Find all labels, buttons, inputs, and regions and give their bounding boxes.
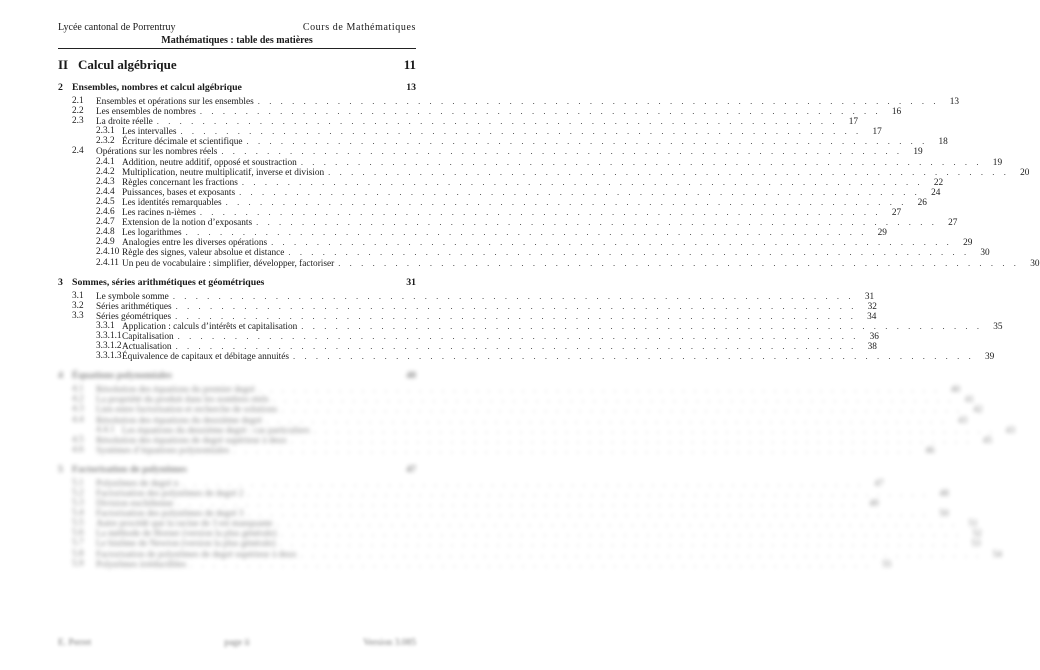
entry-title: Le symbole somme [96,291,169,302]
entry-page: 46 [925,445,935,456]
entry-number: 3.2 [72,300,84,311]
entry-page: 24 [931,187,941,198]
entry-page: 48 [939,489,949,499]
leader-dots: . . . . . . . . . . . . . . . . . . . . . . . . . . . . . . . . . . . . . . . . . . . . . . . . . . . . . . . . . . . . [266,414,948,425]
entry-title: Équivalence de capitaux et débitage annuités [122,352,290,363]
entry-title: Extension de la notion d’exposants [122,218,253,229]
footer-author: E. Perret [58,638,92,648]
entry-title: La propriété du produit dans les nombres réels [96,395,269,406]
entry-number: 5.9 [72,558,84,569]
entry-page: 18 [938,137,948,148]
entry-page: 19 [992,157,1003,168]
entry-number: 2.3 [72,116,84,127]
entry-title: Résolution des équations de degré supérieur à deux [96,435,287,446]
school-name: Lycée cantonal de Porrentruy [58,22,176,33]
toc-entry[interactable] [58,237,973,249]
toc-entry[interactable] [58,310,877,322]
entry-page: 50 [939,509,949,520]
chapter-title: Factorisation de polynômes [72,463,187,475]
entry-title: Autre procédé que la racine de 3 est manquante [96,519,273,530]
entry-number: 2.4.1 [96,156,115,167]
entry-number: 2.4.5 [96,196,115,207]
entry-title: Les intervalles [122,127,177,138]
entry-page: 45 [982,435,993,446]
leader-dots: . . . . . . . . . . . . . . . . . . . . . . . . . . . . . . . . . . . . . . . . . . . . . . . . . . . . . . . . . . . . [338,257,1020,268]
entry-page: 26 [917,197,927,208]
toc-entry[interactable] [58,414,968,426]
leader-dots: . . . . . . . . . . . . . . . . . . . . . . . . . . . . . . . . . . . . . . . . . . . . . . . . . . . . . . . . . . . . [199,207,882,218]
page-header [58,22,416,34]
entry-number: 5.2 [72,488,84,498]
entry-number: 5.4 [72,508,84,519]
entry-page: 16 [891,107,902,118]
leader-dots: . . . . . . . . . . . . . . . . . . . . . . . . . . . . . . . . . . . . . . . . . . . . . . . . . . . . . . . . . . . . [156,116,839,127]
entry-number: 2.4.10 [96,247,120,258]
entry-number: 4.4.1 [96,424,115,435]
entry-number: 5.3 [72,498,84,509]
leader-dots: . . . . . . . . . . . . . . . . . . . . . . . . . . . . . . . . . . . . . . . . . . . . . . . . . . . . . . . . . . . . [247,488,929,498]
entry-title: Puissances, bases et exposants [122,187,236,198]
entry-title: Division euclidienne [96,499,174,510]
toc-section-2 [58,82,1040,269]
leader-dots: . . . . . . . . . . . . . . . . . . . . . . . . . . . . . . . . . . . . . . . . . . . . . . . . . . . . . . . . . . . . [256,217,938,228]
leader-dots: . . . . . . . . . . . . . . . . . . . . . . . . . . . . . . . . . . . . . . . . . . . . . . . . . . . . . . . . . . . . [293,351,975,362]
part-heading[interactable] [58,57,416,73]
footer-page: page ii [224,638,250,648]
leader-dots: . . . . . . . . . . . . . . . . . . . . . . . . . . . . . . . . . . . . . . . . . . . . . . . . . . . . . . . . . . . . [175,310,857,321]
leader-dots: . . . . . . . . . . . . . . . . . . . . . . . . . . . . . . . . . . . . . . . . . . . . . . . . . . . . . . . . . . . . [313,424,995,435]
leader-dots: . . . . . . . . . . . . . . . . . . . . . . . . . . . . . . . . . . . . . . . . . . . . . . . . . . . . . . . . . . . . [175,341,857,352]
toc-entry[interactable] [58,290,875,302]
entry-page: 29 [963,238,973,249]
toc-entry[interactable] [58,186,941,198]
leader-dots: . . . . . . . . . . . . . . . . . . . . . . . . . . . . . . . . . . . . . . . . . . . . . . . . . . . . . . . . . . . . [247,508,929,519]
table-of-contents [58,82,1040,570]
entry-title: Écriture décimale et scientifique [122,137,243,148]
entry-title: Polynômes irréductibles [96,559,187,570]
entry-page: 52 [972,529,982,540]
entry-page: 47 [874,478,884,489]
entry-title: Résolution des équations du deuxième degré [96,415,263,426]
entry-number: 2.4.11 [96,257,119,268]
toc-entry[interactable] [58,341,877,353]
leader-dots: . . . . . . . . . . . . . . . . . . . . . . . . . . . . . . . . . . . . . . . . . . . . . . . . . . . . . . . . . . . . [290,434,973,445]
toc-entry[interactable] [58,116,859,128]
header-rule [58,48,416,49]
entry-page: 54 [992,549,1002,560]
entry-page: 30 [980,248,990,259]
toc-entry[interactable] [58,136,948,148]
entry-title: Analogies entre les diverses opérations [122,238,268,249]
toc-section-3 [58,268,1003,363]
entry-number: 3.3 [72,310,84,321]
entry-number: 2.4.6 [96,207,115,218]
leader-dots: . . . . . . . . . . . . . . . . . . . . . . . . . . . . . . . . . . . . . . . . . . . . . . . . . . . . . . . . . . . . [241,176,924,187]
toc-entry[interactable] [58,498,879,510]
header-subtitle: Mathématiques : table des matières [161,35,313,46]
entry-line [96,558,892,570]
entry-number: 5.1 [72,477,84,488]
entry-title: Actualisation [122,342,172,353]
entry-title: Résolution des équations du premier degré [96,385,255,396]
entry-title: Application : calculs d’intérêts et capitalisation [122,321,298,332]
entry-title: Polynômes de degré n [96,478,179,489]
toc-entry[interactable] [58,176,944,188]
entry-number: 5.6 [72,528,84,539]
leader-dots: . . . . . . . . . . . . . . . . . . . . . . . . . . . . . . . . . . . . . . . . . . . . . . . . . . . . . . . . . . . . [301,320,983,331]
entry-number: 4.1 [72,384,84,395]
entry-number: 4.5 [72,434,84,445]
entry-page: 35 [993,321,1003,332]
entry-number: 4.2 [72,394,84,405]
entry-number: 2.4.4 [96,186,115,197]
entry-title: Addition, neutre additif, opposé et soustraction [122,157,297,168]
entry-page: 29 [877,228,887,239]
entry-page: 31 [864,291,875,302]
toc-entry[interactable] [58,548,1002,560]
entry-page: 53 [971,539,981,550]
leader-dots: . . . . . . . . . . . . . . . . . . . . . . . . . . . . . . . . . . . . . . . . . . . . . . . . . . . . . . . . . . . . [190,558,872,569]
chapter-number: 4 [58,370,63,382]
entry-number: 3.3.1.1 [96,330,122,341]
entry-page: 17 [872,127,882,138]
entry-title: Factorisation de polynômes de degré supérieur à deux [96,549,297,560]
toc-entry[interactable] [58,558,892,570]
entry-title: Opérations sur les nombres réels [96,147,218,158]
leader-dots: . . . . . . . . . . . . . . . . . . . . . . . . . . . . . . . . . . . . . . . . . . . . . . . . . . . . . . . . . . . . [221,146,903,157]
toc-entry[interactable] [58,257,1040,269]
leader-dots: . . . . . . . . . . . . . . . . . . . . . . . . . . . . . . . . . . . . . . . . . . . . . . . . . . . . . . . . . . . . [279,538,961,549]
entry-page: 55 [882,559,892,570]
toc-entry[interactable] [58,106,902,118]
toc-entry[interactable] [58,207,902,219]
entry-page: 30 [1030,258,1040,269]
toc-entry[interactable] [58,126,882,138]
entry-title: Les racines n-ièmes [122,208,196,219]
toc-entry[interactable] [58,434,993,446]
entry-number: 2.3.1 [96,126,115,137]
entry-number: 3.3.1.3 [96,351,122,362]
entry-page: 27 [891,208,902,219]
entry-title: Règles concernant les fractions [122,177,238,188]
entry-page: 36 [869,331,879,342]
leader-dots: . . . . . . . . . . . . . . . . . . . . . . . . . . . . . . . . . . . . . . . . . . . . . . . . . . . . . . . . . . . . [272,394,954,405]
toc-entry[interactable] [58,227,887,239]
chapter-number: 5 [58,463,63,475]
toc-entry[interactable] [58,247,990,259]
entry-number: 2.4.3 [96,176,115,187]
entry-page: 20 [1020,167,1030,178]
toc-entry[interactable] [58,330,879,342]
entry-page: 34 [867,311,877,322]
part-page: 11 [403,57,416,72]
toc-entry[interactable] [58,538,981,550]
entry-page: 43 [958,415,968,426]
toc-section-5 [58,455,1002,570]
footer-version: Version 3.085 [363,638,416,648]
entry-title: La méthode de Horner (version la plus générale) [96,529,277,540]
entry-page: 43 [1005,425,1015,436]
leader-dots: . . . . . . . . . . . . . . . . . . . . . . . . . . . . . . . . . . . . . . . . . . . . . . . . . . . . . . . . . . . . [177,498,859,509]
leader-dots: . . . . . . . . . . . . . . . . . . . . . . . . . . . . . . . . . . . . . . . . . . . . . . . . . . . . . . . . . . . . [257,96,940,106]
leader-dots: . . . . . . . . . . . . . . . . . . . . . . . . . . . . . . . . . . . . . . . . . . . . . . . . . . . . . . . . . . . . [239,186,921,197]
entry-title: Les identités remarquables [122,197,222,208]
entry-page: 40 [950,385,961,396]
entry-number: 5.5 [72,518,84,529]
toc-entry[interactable] [58,508,949,520]
toc-entry[interactable] [58,156,1003,168]
leader-dots: . . . . . . . . . . . . . . . . . . . . . . . . . . . . . . . . . . . . . . . . . . . . . . . . . . . . . . . . . . . . [271,237,953,248]
entry-title: Les équations du deuxième degré : cas particuliers [122,425,310,436]
toc-entry[interactable] [58,320,1003,332]
chapter-title: Sommes, séries arithmétiques et géométriques [72,276,265,288]
part-number: II [58,57,69,72]
entry-number: 2.3.2 [96,136,115,147]
leader-dots: . . . . . . . . . . . . . . . . . . . . . . . . . . . . . . . . . . . . . . . . . . . . . . . . . . . . . . . . . . . . [281,404,963,415]
entry-number: 2.2 [72,106,84,117]
entry-title: Systèmes d’équations polynomiales [96,445,230,456]
toc-chapter-heading[interactable] [58,464,416,476]
entry-page: 51 [968,519,978,530]
leader-dots: . . . . . . . . . . . . . . . . . . . . . . . . . . . . . . . . . . . . . . . . . . . . . . . . . . . . . . . . . . . . [300,548,982,559]
leader-dots: . . . . . . . . . . . . . . . . . . . . . . . . . . . . . . . . . . . . . . . . . . . . . . . . . . . . . . . . . . . . [288,247,970,258]
toc-entry[interactable] [58,96,960,107]
leader-dots: . . . . . . . . . . . . . . . . . . . . . . . . . . . . . . . . . . . . . . . . . . . . . . . . . . . . . . . . . . . . [276,518,958,529]
toc-entry[interactable] [58,488,949,499]
toc-section-4 [58,361,1015,456]
entry-number: 2.4 [72,146,84,157]
entry-title: Capitalisation [122,331,174,342]
leader-dots: . . . . . . . . . . . . . . . . . . . . . . . . . . . . . . . . . . . . . . . . . . . . . . . . . . . . . . . . . . . . [177,330,859,341]
chapter-number: 3 [58,276,63,288]
entry-number: 2.4.2 [96,166,115,177]
entry-page: 22 [933,177,944,188]
toc-entry[interactable] [58,424,1015,436]
entry-number: 3.1 [72,290,84,301]
entry-title: Séries géométriques [96,311,172,322]
toc-entry[interactable] [58,528,982,540]
entry-title: Factorisation des polynômes de degré 3 [96,509,244,520]
entry-number: 4.4 [72,414,84,425]
chapter-number: 2 [58,82,63,93]
toc-entry[interactable] [58,217,958,229]
page-footer [58,637,416,649]
toc-entry[interactable] [58,394,974,406]
entry-page: 17 [848,117,859,128]
entry-number: 3.3.1.2 [96,341,122,352]
entry-page: 27 [948,218,958,229]
entry-title: Règle des signes, valeur absolue et distance [122,248,285,259]
entry-number: 5.7 [72,538,84,549]
leader-dots: . . . . . . . . . . . . . . . . . . . . . . . . . . . . . . . . . . . . . . . . . . . . . . . . . . . . . . . . . . . . [175,300,857,311]
leader-dots: . . . . . . . . . . . . . . . . . . . . . . . . . . . . . . . . . . . . . . . . . . . . . . . . . . . . . . . . . . . . [328,166,1010,177]
section-gap [58,361,416,370]
entry-page: 13 [949,97,960,107]
chapter-page: 47 [406,463,416,475]
leader-dots: . . . . . . . . . . . . . . . . . . . . . . . . . . . . . . . . . . . . . . . . . . . . . . . . . . . . . . . . . . . . [199,106,882,117]
entry-page: 39 [985,352,995,363]
leader-dots: . . . . . . . . . . . . . . . . . . . . . . . . . . . . . . . . . . . . . . . . . . . . . . . . . . . . . . . . . . . . [300,156,983,167]
toc-entry[interactable] [58,300,877,312]
entry-title: Lien entre factorisation et recherche de solutions [96,405,278,416]
entry-title: Les ensembles de nombres [96,107,196,118]
entry-number: 2.1 [72,96,84,106]
leader-dots: . . . . . . . . . . . . . . . . . . . . . . . . . . . . . . . . . . . . . . . . . . . . . . . . . . . . . . . . . . . . [280,528,962,539]
entry-title: Multiplication, neutre multiplicatif, inverse et division [122,167,325,178]
entry-number: 3.3.1 [96,320,115,331]
leader-dots: . . . . . . . . . . . . . . . . . . . . . . . . . . . . . . . . . . . . . . . . . . . . . . . . . . . . . . . . . . . . [233,444,915,455]
leader-dots: . . . . . . . . . . . . . . . . . . . . . . . . . . . . . . . . . . . . . . . . . . . . . . . . . . . . . . . . . . . . [246,136,928,147]
entry-number: 4.6 [72,444,84,455]
entry-number: 2.4.7 [96,217,115,228]
section-gap [58,455,416,464]
toc-entry[interactable] [58,384,961,396]
part-title: Calcul algébrique [78,57,177,72]
entry-title: Ensembles et opérations sur les ensembles [96,97,254,107]
entry-number: 2.4.9 [96,237,115,248]
toc-entry[interactable] [58,351,995,363]
chapter-page: 13 [406,82,416,93]
toc-entry[interactable] [58,518,978,530]
toc-entry[interactable] [58,196,927,208]
leader-dots: . . . . . . . . . . . . . . . . . . . . . . . . . . . . . . . . . . . . . . . . . . . . . . . . . . . . . . . . . . . . [180,126,862,137]
entry-title: La droite réelle [96,117,153,128]
entry-number: 5.8 [72,548,84,559]
entry-title: Factorisation des polynômes de degré 2 [96,489,244,499]
section-gap [58,268,416,277]
leader-dots: . . . . . . . . . . . . . . . . . . . . . . . . . . . . . . . . . . . . . . . . . . . . . . . . . . . . . . . . . . . . [185,227,867,238]
entry-page: 41 [964,395,974,406]
toc-chapter-heading[interactable] [58,370,416,382]
entry-page: 49 [869,499,879,510]
chapter-page: 40 [406,370,416,382]
chapter-title: Ensembles, nombres et calcul algébrique [72,82,242,93]
toc-entry[interactable] [58,166,1030,178]
entry-title: Le binôme de Newton (version la plus générale) [96,539,276,550]
entry-number: 4.3 [72,404,84,415]
toc-entry[interactable] [58,146,923,158]
entry-page: 42 [973,405,983,416]
leader-dots: . . . . . . . . . . . . . . . . . . . . . . . . . . . . . . . . . . . . . . . . . . . . . . . . . . . . . . . . . . . . [225,196,907,207]
toc-entry[interactable] [58,477,884,489]
course-name: Cours de Mathématiques [302,22,416,33]
entry-title: Un peu de vocabulaire : simplifier, développer, factoriser [122,258,335,269]
toc-chapter-heading[interactable] [58,82,416,94]
toc-entry[interactable] [58,444,935,456]
leader-dots: . . . . . . . . . . . . . . . . . . . . . . . . . . . . . . . . . . . . . . . . . . . . . . . . . . . . . . . . . . . . [182,477,864,488]
entry-page: 32 [867,301,877,312]
leader-dots: . . . . . . . . . . . . . . . . . . . . . . . . . . . . . . . . . . . . . . . . . . . . . . . . . . . . . . . . . . . . [172,290,855,301]
entry-page: 19 [913,147,923,158]
entry-title: Les logarithmes [122,228,182,239]
toc-entry[interactable] [58,404,983,416]
entry-line [122,257,1040,269]
chapter-title: Équations polynomiales [72,370,172,382]
entry-number: 2.4.8 [96,227,115,238]
chapter-page: 31 [406,276,416,288]
toc-chapter-heading[interactable] [58,277,416,289]
entry-page: 38 [867,342,877,353]
leader-dots: . . . . . . . . . . . . . . . . . . . . . . . . . . . . . . . . . . . . . . . . . . . . . . . . . . . . . . . . . . . . [258,384,941,395]
entry-title: Séries arithmétiques [96,301,172,312]
